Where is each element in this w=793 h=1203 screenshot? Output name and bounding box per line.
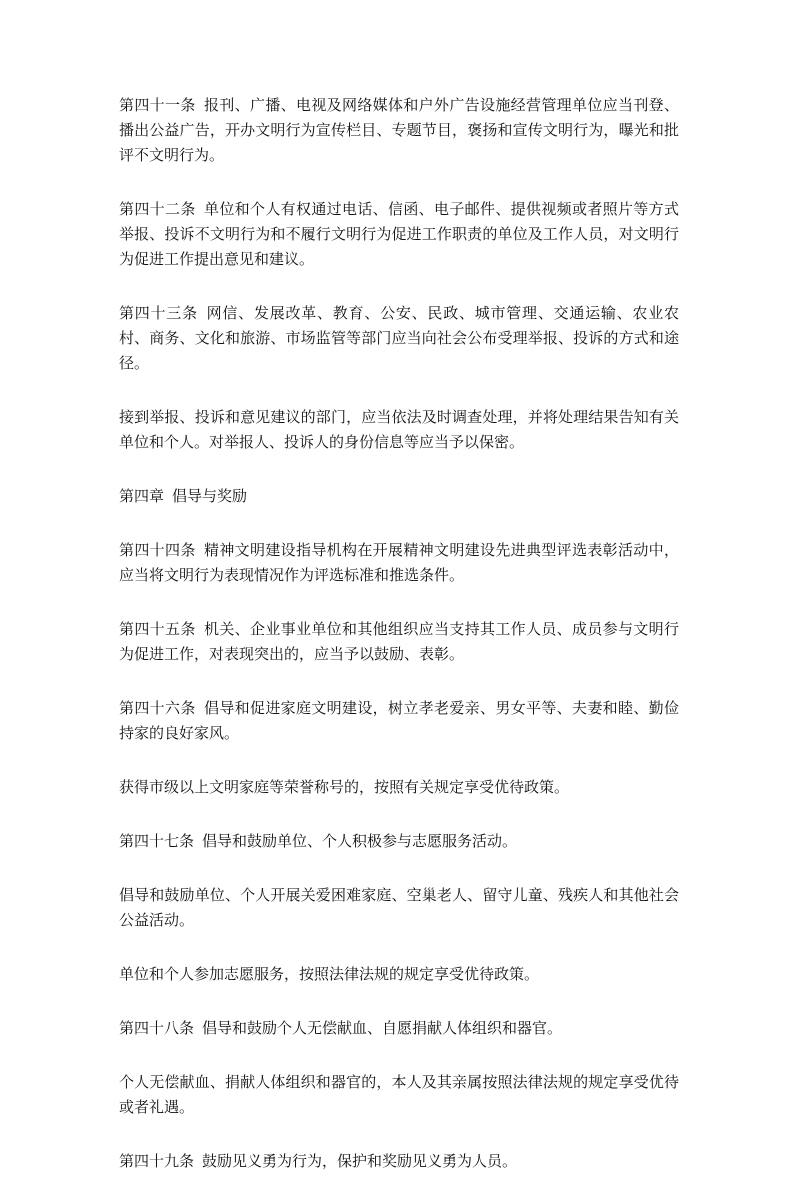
article-44	[119, 538, 679, 588]
article-text: 机关、企业事业单位和其他组织应当支持其工作人员、成员参与文明行为促进工作，对表现突出的，应当予以鼓励、表彰。	[119, 620, 679, 663]
article-heading: 第四十六条	[119, 699, 196, 717]
article-45	[119, 617, 679, 667]
article-heading: 第四十五条	[119, 620, 196, 638]
article-43-clause-2	[119, 405, 679, 455]
article-heading: 第四十八条	[119, 1019, 195, 1037]
article-heading: 第四十四条	[119, 541, 196, 559]
paragraph-text: 个人无偿献血、捐献人体组织和器官的，本人及其亲属按照法律法规的规定享受优待或者礼遇。	[119, 1073, 679, 1116]
chapter-title: 倡导与奖励	[172, 487, 248, 505]
article-46	[119, 696, 679, 746]
article-text: 倡导和鼓励个人无偿献血、自愿捐献人体组织和器官。	[202, 1019, 563, 1037]
paragraph-text: 接到举报、投诉和意见建议的部门，应当依法及时调查处理，并将处理结果告知有关单位和个人。对举报人、投诉人的身份信息等应当予以保密。	[119, 408, 679, 451]
article-text: 鼓励见义勇为行为，保护和奖励见义勇为人员。	[202, 1152, 518, 1170]
paragraph-text: 获得市级以上文明家庭等荣誉称号的，按照有关规定享受优待政策。	[119, 778, 570, 796]
article-heading: 第四十二条	[119, 200, 196, 218]
article-text: 倡导和促进家庭文明建设，树立孝老爱亲、男女平等、夫妻和睦、勤俭持家的良好家风。	[119, 699, 679, 742]
article-text: 倡导和鼓励单位、个人积极参与志愿服务活动。	[202, 832, 518, 850]
article-42	[119, 197, 679, 272]
article-43	[119, 301, 679, 376]
chapter-number: 第四章	[119, 487, 165, 505]
chapter-heading	[119, 484, 679, 509]
document-body	[119, 93, 679, 1203]
article-text: 精神文明建设指导机构在开展精神文明建设先进典型评选表彰活动中，应当将文明行为表现情况作为评选标准和推选条件。	[119, 541, 679, 584]
article-text: 网信、发展改革、教育、公安、民政、城市管理、交通运输、农业农村、商务、文化和旅游、市场监管等部门应当向社会公布受理举报、投诉的方式和途径。	[119, 304, 679, 372]
article-47-clause-2	[119, 883, 679, 933]
paragraph-text: 单位和个人参加志愿服务，按照法律法规的规定享受优待政策。	[119, 965, 540, 983]
article-47	[119, 829, 679, 854]
article-49	[119, 1149, 679, 1174]
article-48-clause-2	[119, 1070, 679, 1120]
article-heading: 第四十三条	[119, 304, 198, 322]
article-41	[119, 93, 679, 168]
article-48	[119, 1016, 679, 1041]
article-text: 报刊、广播、电视及网络媒体和户外广告设施经营管理单位应当刊登、播出公益广告，开办文明行为宣传栏目、专题节目，褒扬和宣传文明行为，曝光和批评不文明行为。	[119, 96, 679, 164]
paragraph-text: 倡导和鼓励单位、个人开展关爱困难家庭、空巢老人、留守儿童、残疾人和其他社会公益活动。	[119, 886, 679, 929]
article-text: 单位和个人有权通过电话、信函、电子邮件、提供视频或者照片等方式举报、投诉不文明行为和不履行文明行为促进工作职责的单位及工作人员，对文明行为促进工作提出意见和建议。	[119, 200, 679, 268]
article-heading: 第四十一条	[119, 96, 196, 114]
article-heading: 第四十七条	[119, 832, 195, 850]
article-47-clause-3	[119, 962, 679, 987]
article-heading: 第四十九条	[119, 1152, 195, 1170]
article-46-clause-2	[119, 775, 679, 800]
